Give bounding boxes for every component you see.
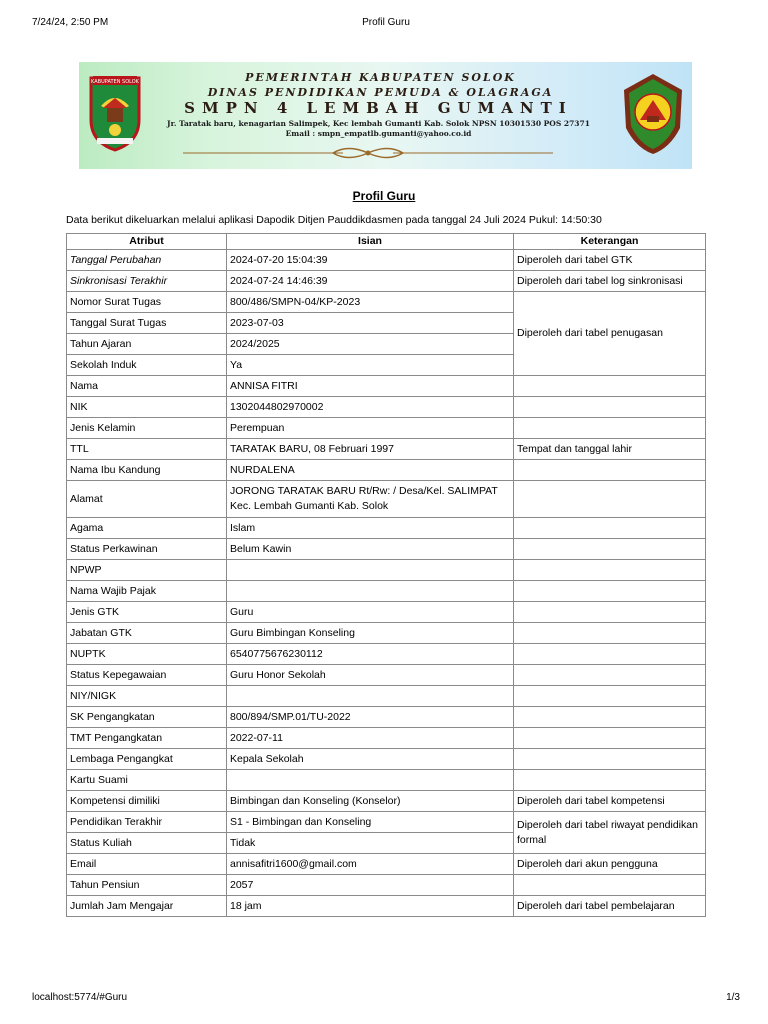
cell-isian: Bimbingan dan Konseling (Konselor)	[227, 791, 514, 812]
table-row	[67, 707, 706, 728]
cell-keterangan	[514, 518, 706, 539]
table-row	[67, 271, 706, 292]
cell-keterangan	[514, 602, 706, 623]
cell-keterangan	[514, 376, 706, 397]
cell-atribut: Kompetensi dimiliki	[67, 791, 227, 812]
cell-isian: S1 - Bimbingan dan Konseling	[227, 812, 514, 833]
cell-atribut: Email	[67, 854, 227, 875]
cell-isian: Guru Honor Sekolah	[227, 665, 514, 686]
table-row	[67, 791, 706, 812]
cell-atribut: Status Perkawinan	[67, 539, 227, 560]
cell-isian: 2022-07-11	[227, 728, 514, 749]
print-datetime: 7/24/24, 2:50 PM	[32, 17, 109, 28]
table-row	[67, 854, 706, 875]
table-row	[67, 418, 706, 439]
cell-atribut: NPWP	[67, 560, 227, 581]
cell-keterangan	[514, 560, 706, 581]
letterhead-address: Jr. Taratak baru, kenagarian Salimpek, Kec lembah Gumanti Kab. Solok NPSN 10301530 POS 27371	[167, 119, 590, 128]
table-row	[67, 644, 706, 665]
table-row	[67, 397, 706, 418]
cell-keterangan	[514, 665, 706, 686]
cell-atribut: Tahun Pensiun	[67, 875, 227, 896]
cell-keterangan	[514, 728, 706, 749]
table-row	[67, 292, 706, 313]
cell-isian: Ya	[227, 355, 514, 376]
cell-atribut: Nama Wajib Pajak	[67, 581, 227, 602]
cell-atribut: Nama	[67, 376, 227, 397]
letterhead-line-government: PEMERINTAH KABUPATEN SOLOK	[245, 71, 516, 84]
print-header	[32, 17, 740, 31]
cell-isian: 2024/2025	[227, 334, 514, 355]
cell-atribut: Tanggal Surat Tugas	[67, 313, 227, 334]
data-source-note: Data berikut dikeluarkan melalui aplikasi Dapodik Ditjen Pauddikdasmen pada tanggal 24 Juli 2024 Pukul: 14:50:30	[66, 214, 602, 226]
cell-keterangan: Diperoleh dari tabel log sinkronisasi	[514, 271, 706, 292]
table-row	[67, 896, 706, 917]
table-row	[67, 812, 706, 833]
cell-isian: Guru Bimbingan Konseling	[227, 623, 514, 644]
cell-isian	[227, 686, 514, 707]
letterhead-line-department: DINAS PENDIDIKAN PEMUDA & OLAGRAGA	[207, 86, 554, 99]
letterhead-email: Email : smpn_empatlb.gumanti@yahoo.co.id	[285, 129, 472, 138]
cell-atribut: Jabatan GTK	[67, 623, 227, 644]
cell-atribut: Status Kuliah	[67, 833, 227, 854]
cell-isian: 800/486/SMPN-04/KP-2023	[227, 292, 514, 313]
cell-isian	[227, 560, 514, 581]
cell-keterangan	[514, 770, 706, 791]
table-row	[67, 875, 706, 896]
school-logo	[620, 72, 686, 156]
cell-atribut: Status Kepegawaian	[67, 665, 227, 686]
table-row	[67, 250, 706, 271]
cell-keterangan: Tempat dan tanggal lahir	[514, 439, 706, 460]
school-letterhead	[79, 62, 692, 169]
cell-keterangan	[514, 581, 706, 602]
cell-atribut: Jenis GTK	[67, 602, 227, 623]
cell-isian: 18 jam	[227, 896, 514, 917]
cell-atribut: Kartu Suami	[67, 770, 227, 791]
cell-atribut: Sekolah Induk	[67, 355, 227, 376]
cell-atribut: Pendidikan Terakhir	[67, 812, 227, 833]
cell-keterangan	[514, 707, 706, 728]
cell-keterangan: Diperoleh dari akun pengguna	[514, 854, 706, 875]
cell-atribut: Tahun Ajaran	[67, 334, 227, 355]
cell-isian: 800/894/SMP.01/TU-2022	[227, 707, 514, 728]
cell-isian: 6540775676230112	[227, 644, 514, 665]
cell-isian	[227, 770, 514, 791]
cell-keterangan	[514, 644, 706, 665]
column-header-keterangan: Keterangan	[514, 234, 706, 250]
cell-isian: ANNISA FITRI	[227, 376, 514, 397]
print-page-title: Profil Guru	[362, 17, 410, 28]
table-row	[67, 749, 706, 770]
table-row	[67, 602, 706, 623]
cell-atribut: Agama	[67, 518, 227, 539]
cell-isian: Kepala Sekolah	[227, 749, 514, 770]
cell-isian: 2024-07-20 15:04:39	[227, 250, 514, 271]
cell-atribut: Tanggal Perubahan	[67, 250, 227, 271]
cell-atribut: Alamat	[67, 481, 227, 518]
cell-keterangan: Diperoleh dari tabel kompetensi	[514, 791, 706, 812]
cell-isian: Belum Kawin	[227, 539, 514, 560]
table-row	[67, 376, 706, 397]
table-row	[67, 481, 706, 518]
cell-atribut: NUPTK	[67, 644, 227, 665]
column-header-isian: Isian	[227, 234, 514, 250]
cell-atribut: Lembaga Pengangkat	[67, 749, 227, 770]
cell-isian	[227, 581, 514, 602]
cell-isian: NURDALENA	[227, 460, 514, 481]
cell-atribut: TTL	[67, 439, 227, 460]
print-page-counter: 1/3	[726, 992, 740, 1003]
cell-atribut: TMT Pengangkatan	[67, 728, 227, 749]
cell-keterangan	[514, 418, 706, 439]
logo-left-label: KABUPATEN SOLOK	[91, 79, 139, 85]
cell-keterangan	[514, 539, 706, 560]
cell-keterangan	[514, 460, 706, 481]
cell-atribut: NIK	[67, 397, 227, 418]
table-row	[67, 770, 706, 791]
cell-atribut: Jumlah Jam Mengajar	[67, 896, 227, 917]
table-row	[67, 728, 706, 749]
table-row	[67, 460, 706, 481]
table-row	[67, 581, 706, 602]
table-row	[67, 623, 706, 644]
column-header-atribut: Atribut	[67, 234, 227, 250]
cell-atribut: SK Pengangkatan	[67, 707, 227, 728]
cell-keterangan: Diperoleh dari tabel GTK	[514, 250, 706, 271]
cell-keterangan	[514, 481, 706, 518]
ornament-divider	[183, 144, 553, 162]
print-footer	[32, 992, 740, 1006]
cell-isian: Guru	[227, 602, 514, 623]
cell-keterangan: Diperoleh dari tabel pembelajaran	[514, 896, 706, 917]
cell-isian: Tidak	[227, 833, 514, 854]
print-url: localhost:5774/#Guru	[32, 992, 128, 1003]
teacher-profile-table	[66, 233, 706, 917]
cell-keterangan	[514, 875, 706, 896]
page-title: Profil Guru	[352, 189, 416, 203]
cell-atribut: Nomor Surat Tugas	[67, 292, 227, 313]
table-row	[67, 665, 706, 686]
table-row	[67, 539, 706, 560]
cell-keterangan	[514, 749, 706, 770]
table-row	[67, 686, 706, 707]
cell-atribut: Sinkronisasi Terakhir	[67, 271, 227, 292]
cell-isian: TARATAK BARU, 08 Februari 1997	[227, 439, 514, 460]
cell-isian: Perempuan	[227, 418, 514, 439]
cell-keterangan	[514, 686, 706, 707]
cell-atribut: Nama Ibu Kandung	[67, 460, 227, 481]
cell-keterangan	[514, 397, 706, 418]
cell-keterangan	[514, 623, 706, 644]
cell-isian: 2023-07-03	[227, 313, 514, 334]
cell-atribut: Jenis Kelamin	[67, 418, 227, 439]
table-row	[67, 518, 706, 539]
cell-isian: Islam	[227, 518, 514, 539]
cell-isian: 2057	[227, 875, 514, 896]
cell-keterangan: Diperoleh dari tabel penugasan	[514, 292, 706, 376]
table-row	[67, 560, 706, 581]
cell-keterangan: Diperoleh dari tabel riwayat pendidikan formal	[514, 812, 706, 854]
cell-isian: 2024-07-24 14:46:39	[227, 271, 514, 292]
letterhead-school-name: SMPN 4 LEMBAH GUMANTI	[184, 99, 573, 117]
cell-isian: JORONG TARATAK BARU Rt/Rw: / Desa/Kel. SALIMPAT Kec. Lembah Gumanti Kab. Solok	[227, 481, 514, 518]
cell-isian: annisafitri1600@gmail.com	[227, 854, 514, 875]
cell-isian: 1302044802970002	[227, 397, 514, 418]
table-header-row	[67, 234, 706, 250]
kabupaten-solok-logo	[87, 72, 143, 152]
cell-atribut: NIY/NIGK	[67, 686, 227, 707]
table-row	[67, 439, 706, 460]
